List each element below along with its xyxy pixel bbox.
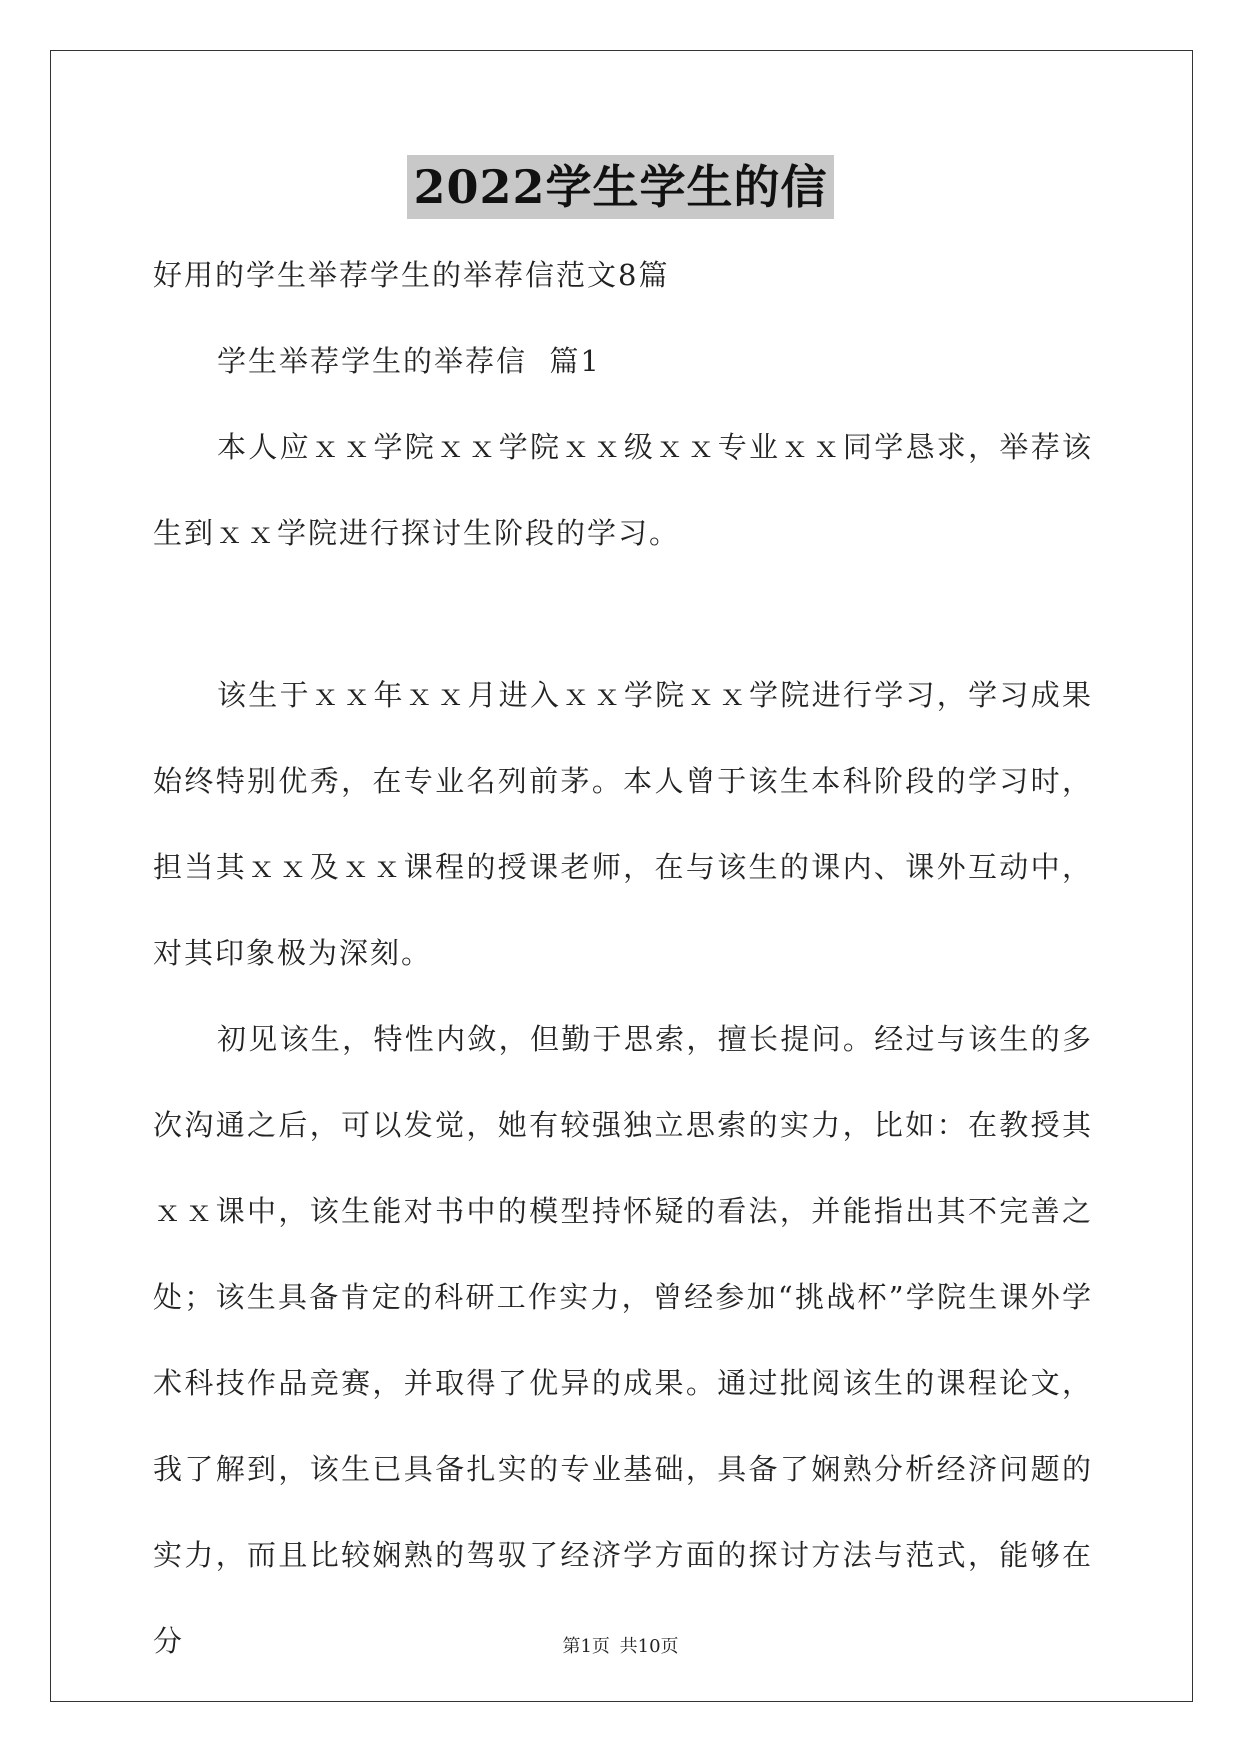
paragraph: 初见该生，特性内敛，但勤于思索，擅长提问。经过与该生的多次沟通之后，可以发觉，她有较强独立思索的实力，比如：在教授其ｘｘ课中，该生能对书中的模型持怀疑的看法，并能指出其不完善之处；该生具备肯定的科研工作实力，曾经参加“挑战杯”学院生课外学术科技作品竞赛，并取得了优异的成果。通过批阅该生的课程论文，我了解到，该生已具备扎实的专业基础，具备了娴熟分析经济问题的实力，而且比较娴熟的驾驭了经济学方面的探讨方法与范式，能够在分	[153, 1022, 1093, 1658]
section-heading: 学生举荐学生的举荐信 篇1	[217, 344, 601, 378]
document-subtitle: 好用的学生举荐学生的举荐信范文8篇	[153, 258, 670, 292]
document-title: 2022学生学生的信	[407, 155, 833, 219]
page-number: 第1页	[562, 1636, 610, 1657]
paragraph: 本人应ｘｘ学院ｘｘ学院ｘｘ级ｘｘ专业ｘｘ同学恳求，举荐该生到ｘｘ学院进行探讨生阶段的学习。	[153, 430, 1093, 550]
document-body	[153, 232, 1093, 1684]
paragraph: 该生于ｘｘ年ｘｘ月进入ｘｘ学院ｘｘ学院进行学习，学习成果始终特别优秀，在专业名列前茅。本人曾于该生本科阶段的学习时，担当其ｘｘ及ｘｘ课程的授课老师，在与该生的课内、课外互动中，对其印象极为深刻。	[153, 678, 1093, 970]
page-total: 共10页	[619, 1636, 679, 1657]
title-wrap	[0, 155, 1241, 219]
page-footer	[0, 1632, 1241, 1658]
paragraph-gap	[153, 576, 1093, 652]
